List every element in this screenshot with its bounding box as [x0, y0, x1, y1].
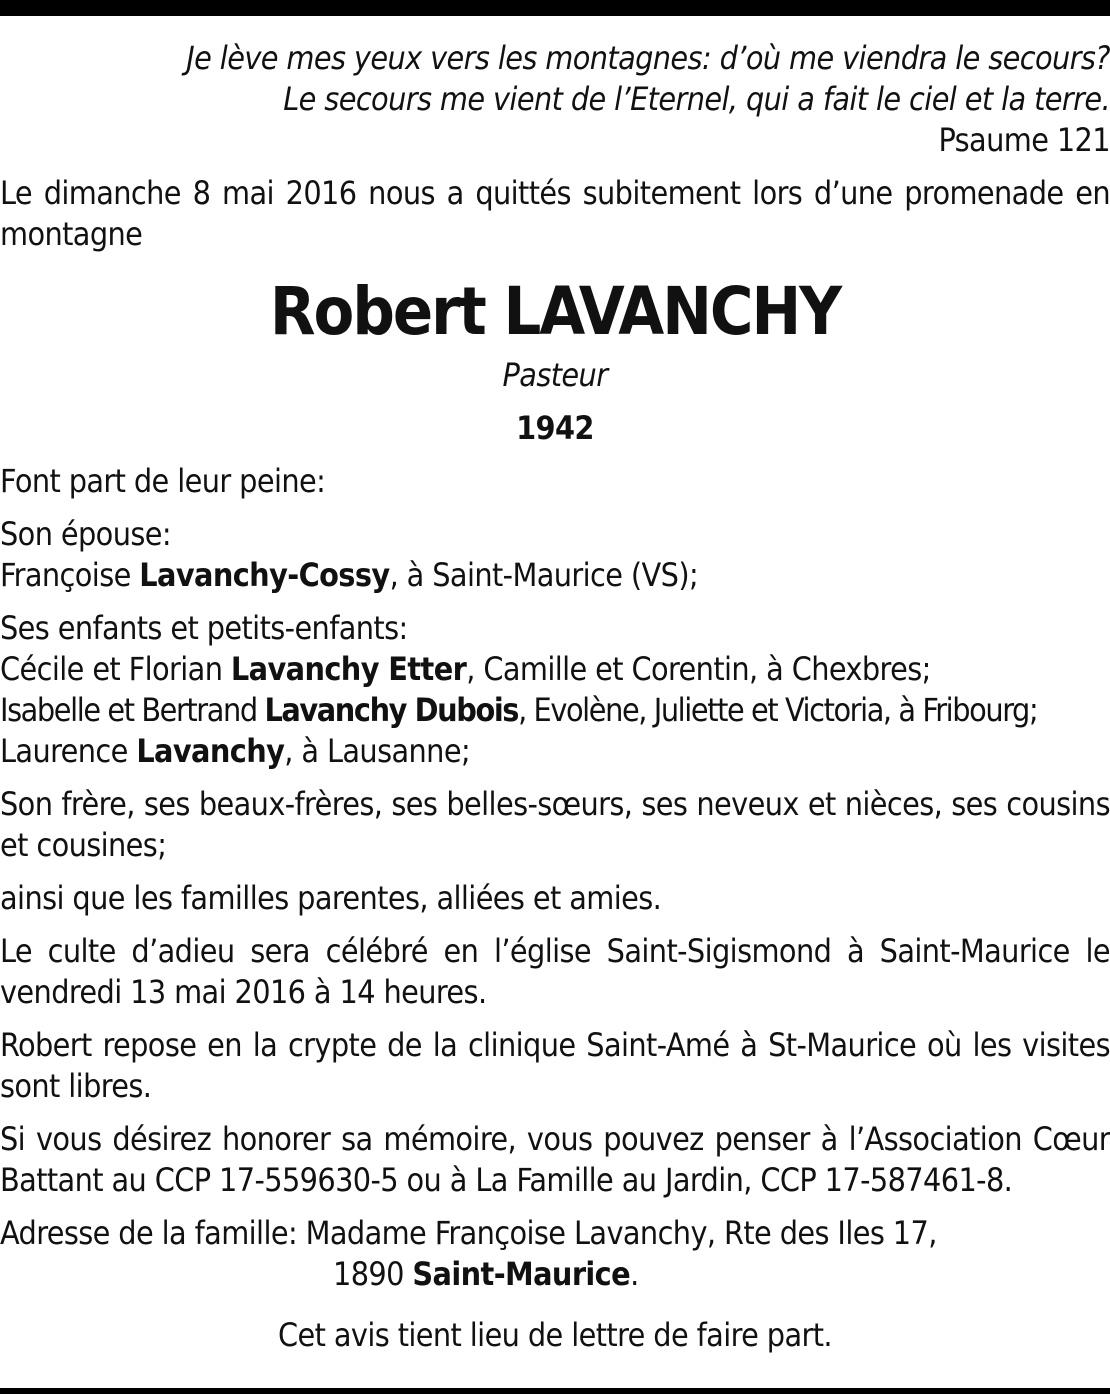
address-city: Saint-Maurice — [412, 1255, 631, 1293]
service-text: Le culte d’adieu sera célébré en l’église Saint-Sigismond à Saint-Maurice le vendredi 13 mai 2016 à 14 heures. — [0, 932, 1110, 1011]
announce-text: Font part de leur peine: — [0, 462, 326, 500]
notice-body — [0, 38, 1110, 1356]
child-surname: Lavanchy — [136, 732, 285, 770]
child-line-1 — [0, 649, 1110, 690]
child-surname: Lavanchy Dubois — [264, 691, 519, 729]
child-rest: , Evolène, Juliette et Victoria, à Fribourg; — [518, 691, 1038, 729]
child-rest: , Camille et Corentin, à Chexbres; — [466, 650, 931, 688]
address-postcode: 1890 — [333, 1255, 413, 1293]
verse-line-2: Le secours me vient de l’Eternel, qui a fait le ciel et la terre. — [283, 80, 1110, 118]
psalm-verse — [0, 38, 1110, 161]
children-heading: Ses enfants et petits-enfants: — [0, 609, 408, 647]
deceased-name: Robert LAVANCHY — [269, 273, 841, 350]
deceased-year: 1942 — [516, 409, 594, 447]
deceased-title: Pasteur — [502, 356, 608, 394]
verse-line-1: Je lève mes yeux vers les montagnes: d’où me viendra le secours? — [186, 39, 1110, 77]
spouse-heading: Son épouse: — [0, 515, 171, 553]
address-line-1: Adresse de la famille: Madame Françoise Lavanchy, Rte des Iles 17, — [0, 1214, 937, 1252]
families-text: ainsi que les familles parentes, alliées et amies. — [0, 879, 662, 917]
top-rule — [0, 0, 1110, 16]
child-rest: , à Lausanne; — [284, 732, 471, 770]
child-line-2 — [0, 690, 1110, 731]
spouse-line — [0, 555, 1110, 596]
children-section — [0, 608, 1110, 772]
address-end: . — [630, 1255, 639, 1293]
child-surname: Lavanchy Etter — [230, 650, 467, 688]
repose-text: Robert repose en la crypte de la clinique Saint-Amé à St-Maurice où les visites sont libres. — [0, 1026, 1110, 1105]
child-given: Isabelle et Bertrand — [0, 691, 265, 729]
family-address — [0, 1213, 1110, 1295]
bottom-rule — [0, 1388, 1110, 1394]
relatives-text: Son frère, ses beaux-frères, ses belles-sœurs, ses neveux et nièces, ses cousins et cousines; — [0, 785, 1110, 864]
child-line-3 — [0, 731, 1110, 772]
address-line-2 — [0, 1254, 1110, 1295]
child-given: Cécile et Florian — [0, 650, 231, 688]
spouse-rest: , à Saint-Maurice (VS); — [389, 556, 699, 594]
verse-reference: Psaume 121 — [938, 121, 1110, 159]
spouse-surname: Lavanchy-Cossy — [139, 556, 390, 594]
intro-text: Le dimanche 8 mai 2016 nous a quittés subitement lors d’une promenade en montagne — [0, 174, 1110, 253]
closing-text: Cet avis tient lieu de lettre de faire part. — [278, 1316, 832, 1354]
spouse-given: Françoise — [0, 556, 140, 594]
donation-text: Si vous désirez honorer sa mémoire, vous pouvez penser à l’Association Cœur Battant au CCP 17-559630-5 ou à La Famille au Jardin, CCP 17-587461-8. — [0, 1120, 1110, 1199]
spouse-section — [0, 514, 1110, 596]
child-given: Laurence — [0, 732, 137, 770]
